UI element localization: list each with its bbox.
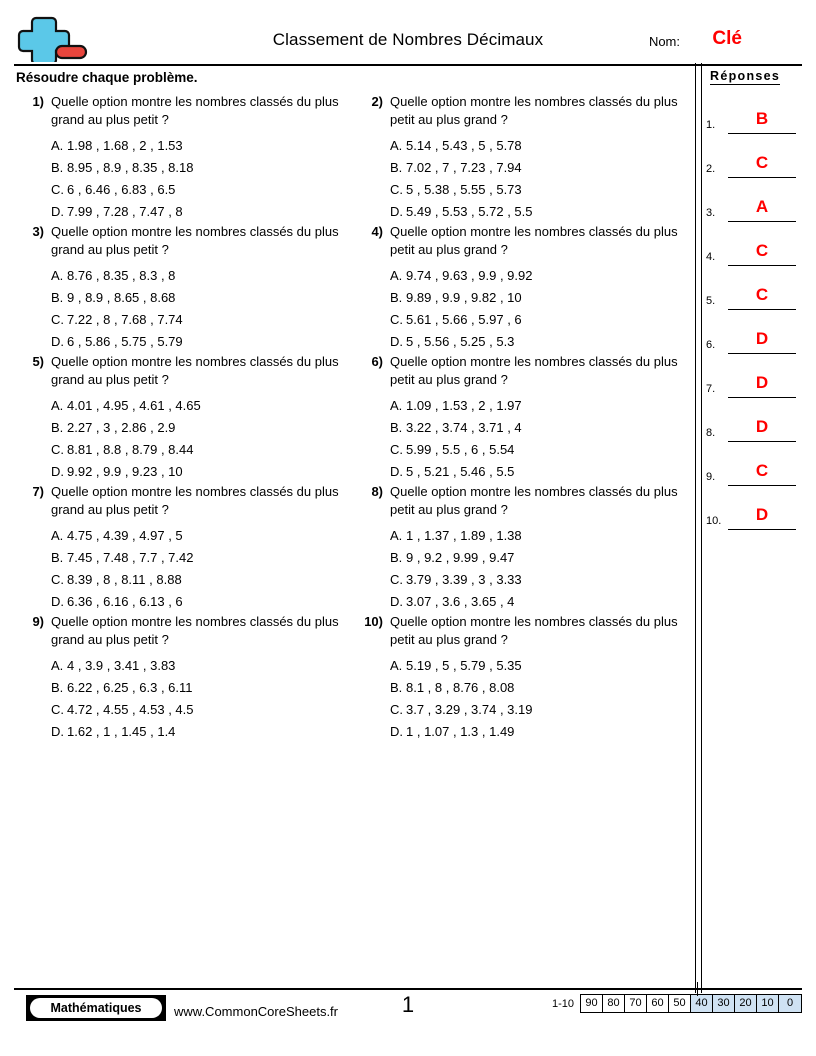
choice-letter: C. (390, 702, 403, 717)
problem-question-text: Quelle option montre les nombres classés du plus petit au plus grand ? (390, 354, 678, 387)
answer-row (706, 411, 806, 455)
name-value: Clé (712, 28, 742, 49)
problem-7 (14, 483, 353, 613)
answers-title: Réponses (710, 69, 781, 83)
problem-body (14, 353, 349, 483)
answer-value: D (755, 329, 769, 348)
choice-letter: D. (51, 204, 64, 219)
problem-question-text: Quelle option montre les nombres classés du plus grand au plus petit ? (51, 614, 339, 647)
choice-letter: B. (390, 680, 403, 695)
choice-letter: D. (51, 724, 64, 739)
problem-content (44, 483, 349, 613)
choice-letter: B. (51, 160, 64, 175)
choice-option[interactable] (51, 309, 349, 331)
choice-letter: A. (51, 528, 64, 543)
problem-number: 3) (32, 224, 44, 239)
choice-option[interactable] (390, 135, 688, 157)
choice-option[interactable] (51, 265, 349, 287)
choice-letter: B. (390, 420, 403, 435)
answer-value: D (755, 417, 769, 436)
choice-value: 1 , 1.07 , 1.3 , 1.49 (406, 724, 515, 739)
problem-body (14, 483, 349, 613)
choice-letter: A. (51, 138, 64, 153)
answer-index: 9. (706, 471, 716, 483)
problem-content (44, 613, 349, 743)
scale-cell: 0 (779, 995, 801, 1012)
answer-value: D (755, 373, 769, 392)
choice-option[interactable] (51, 547, 349, 569)
choice-value: 5 , 5.38 , 5.55 , 5.73 (406, 182, 522, 197)
scale-cell: 10 (757, 995, 779, 1012)
choice-option[interactable] (390, 677, 688, 699)
problem-content (44, 223, 349, 353)
answer-value: A (755, 197, 769, 216)
choice-option[interactable] (390, 525, 688, 547)
choice-value: 5.14 , 5.43 , 5 , 5.78 (406, 138, 522, 153)
choice-value: 3.79 , 3.39 , 3 , 3.33 (406, 572, 522, 587)
problem-question-text: Quelle option montre les nombres classés du plus petit au plus grand ? (390, 484, 678, 517)
page-number: 1 (401, 992, 415, 1017)
choice-option[interactable] (51, 677, 349, 699)
choice-value: 9.89 , 9.9 , 9.82 , 10 (406, 290, 522, 305)
choice-letter: B. (390, 550, 403, 565)
answers-list (706, 103, 806, 543)
choice-letter: C. (390, 442, 403, 457)
choice-option[interactable] (390, 395, 688, 417)
page-content (0, 67, 816, 980)
choice-option[interactable] (51, 395, 349, 417)
problem-body (353, 483, 688, 613)
problem-question-text: Quelle option montre les nombres classés du plus grand au plus petit ? (51, 224, 339, 257)
choice-value: 8.1 , 8 , 8.76 , 8.08 (406, 680, 515, 695)
choice-list (390, 655, 688, 743)
answer-row (706, 235, 806, 279)
choice-value: 4.75 , 4.39 , 4.97 , 5 (67, 528, 183, 543)
problem-question-text: Quelle option montre les nombres classés du plus grand au plus petit ? (51, 94, 339, 127)
choice-value: 3.22 , 3.74 , 3.71 , 4 (406, 420, 522, 435)
choice-option[interactable] (390, 699, 688, 721)
choice-option[interactable] (390, 721, 688, 743)
answer-row (706, 191, 806, 235)
choice-option[interactable] (51, 591, 349, 613)
problem-number: 10) (364, 614, 383, 629)
choice-list (51, 135, 349, 223)
scale-cell: 90 (581, 995, 603, 1012)
problem-1 (14, 93, 353, 223)
choice-letter: D. (51, 334, 64, 349)
answer-index: 10. (706, 515, 722, 527)
choice-letter: C. (51, 702, 64, 717)
answer-index: 1. (706, 119, 716, 131)
problem-content (383, 483, 688, 613)
problem-content (383, 93, 688, 223)
choice-value: 6.36 , 6.16 , 6.13 , 6 (67, 594, 183, 609)
choice-value: 9.74 , 9.63 , 9.9 , 9.92 (406, 268, 533, 283)
choice-letter: A. (51, 268, 64, 283)
answer-blank-line[interactable] (728, 133, 796, 134)
page-footer (0, 990, 816, 1052)
choice-letter: C. (51, 182, 64, 197)
choice-value: 5.19 , 5 , 5.79 , 5.35 (406, 658, 522, 673)
problem-body (14, 93, 349, 223)
answer-value: C (755, 461, 769, 480)
choice-letter: C. (390, 182, 403, 197)
choice-letter: D. (390, 724, 403, 739)
answer-blank-line[interactable] (728, 309, 796, 310)
problem-content (383, 353, 688, 483)
choice-list (390, 135, 688, 223)
answer-index: 2. (706, 163, 716, 175)
choice-value: 6.22 , 6.25 , 6.3 , 6.11 (67, 680, 193, 695)
choice-option[interactable] (51, 569, 349, 591)
choice-value: 5.99 , 5.5 , 6 , 5.54 (406, 442, 515, 457)
choice-option[interactable] (51, 461, 349, 483)
answer-value: C (755, 285, 769, 304)
choice-letter: A. (390, 138, 403, 153)
problem-10 (353, 613, 692, 743)
choice-option[interactable] (390, 201, 688, 223)
answer-row (706, 499, 806, 543)
choice-list (51, 655, 349, 743)
problem-question-text: Quelle option montre les nombres classés du plus petit au plus grand ? (390, 614, 678, 647)
choice-letter: D. (390, 204, 403, 219)
header-divider (14, 64, 802, 66)
choice-option[interactable] (390, 265, 688, 287)
answer-index: 4. (706, 251, 716, 263)
choice-letter: C. (51, 572, 64, 587)
choice-value: 5.61 , 5.66 , 5.97 , 6 (406, 312, 522, 327)
answer-index: 5. (706, 295, 716, 307)
problem-row (14, 483, 692, 613)
choice-letter: B. (51, 290, 64, 305)
choice-value: 1.62 , 1 , 1.45 , 1.4 (67, 724, 176, 739)
choice-value: 7.22 , 8 , 7.68 , 7.74 (67, 312, 183, 327)
answer-value: C (755, 153, 769, 172)
choice-value: 6 , 6.46 , 6.83 , 6.5 (67, 182, 176, 197)
choice-letter: B. (51, 680, 64, 695)
choice-option[interactable] (390, 157, 688, 179)
answer-row (706, 147, 806, 191)
choice-letter: A. (390, 528, 403, 543)
choice-option[interactable] (51, 417, 349, 439)
problem-2 (353, 93, 692, 223)
instruction-text: Résoudre chaque problème. (16, 70, 198, 85)
choice-value: 4.72 , 4.55 , 4.53 , 4.5 (67, 702, 194, 717)
choice-value: 9 , 9.2 , 9.99 , 9.47 (406, 550, 515, 565)
name-label: Nom: (648, 34, 680, 49)
problem-content (383, 223, 688, 353)
page-title: Classement de Nombres Décimaux (272, 30, 544, 49)
choice-letter: D. (390, 334, 403, 349)
choice-letter: C. (51, 312, 64, 327)
answer-blank-line[interactable] (728, 265, 796, 266)
problems-grid (14, 93, 692, 743)
choice-value: 5.49 , 5.53 , 5.72 , 5.5 (406, 204, 533, 219)
problem-content (44, 353, 349, 483)
choice-value: 6 , 5.86 , 5.75 , 5.79 (67, 334, 183, 349)
choice-list (51, 265, 349, 353)
answer-blank-line[interactable] (728, 177, 796, 178)
choice-option[interactable] (51, 201, 349, 223)
answer-blank-line[interactable] (728, 441, 796, 442)
problem-number: 9) (32, 614, 44, 629)
choice-option[interactable] (390, 591, 688, 613)
scale-cell: 80 (603, 995, 625, 1012)
page-header (0, 0, 816, 58)
choice-option[interactable] (51, 157, 349, 179)
choice-option[interactable] (390, 309, 688, 331)
choice-letter: A. (51, 398, 64, 413)
choice-option[interactable] (51, 439, 349, 461)
problem-8 (353, 483, 692, 613)
choice-letter: A. (390, 268, 403, 283)
choice-option[interactable] (51, 655, 349, 677)
choice-option[interactable] (51, 135, 349, 157)
answer-index: 3. (706, 207, 716, 219)
problem-number: 6) (371, 354, 383, 369)
choice-value: 8.39 , 8 , 8.11 , 8.88 (67, 572, 182, 587)
choice-value: 9.92 , 9.9 , 9.23 , 10 (67, 464, 183, 479)
choice-list (390, 265, 688, 353)
answer-value: D (755, 505, 769, 524)
problem-6 (353, 353, 692, 483)
problem-body (353, 93, 688, 223)
problem-number: 5) (32, 354, 44, 369)
problem-row (14, 613, 692, 743)
choice-value: 1.98 , 1.68 , 2 , 1.53 (67, 138, 183, 153)
answer-index: 6. (706, 339, 716, 351)
choice-value: 5 , 5.21 , 5.46 , 5.5 (406, 464, 515, 479)
choice-option[interactable] (51, 525, 349, 547)
choice-value: 7.99 , 7.28 , 7.47 , 8 (67, 204, 183, 219)
choice-option[interactable] (51, 331, 349, 353)
scale-cell: 50 (669, 995, 691, 1012)
problem-body (353, 353, 688, 483)
answer-row (706, 455, 806, 499)
answer-blank-line[interactable] (728, 221, 796, 222)
scale-cells (580, 994, 802, 1013)
choice-option[interactable] (51, 179, 349, 201)
choice-value: 7.45 , 7.48 , 7.7 , 7.42 (67, 550, 194, 565)
problems-column (14, 67, 692, 980)
choice-option[interactable] (390, 569, 688, 591)
problem-body (353, 223, 688, 353)
problem-4 (353, 223, 692, 353)
problem-question-text: Quelle option montre les nombres classés du plus grand au plus petit ? (51, 354, 339, 387)
problem-question-text: Quelle option montre les nombres classés du plus grand au plus petit ? (51, 484, 339, 517)
choice-letter: D. (390, 464, 403, 479)
choice-option[interactable] (390, 655, 688, 677)
scale-cell: 30 (713, 995, 735, 1012)
problem-body (14, 613, 349, 743)
scale-cell: 70 (625, 995, 647, 1012)
choice-letter: D. (51, 594, 64, 609)
problem-row (14, 93, 692, 223)
scale-cell: 40 (691, 995, 713, 1012)
problem-3 (14, 223, 353, 353)
problem-5 (14, 353, 353, 483)
answer-blank-line[interactable] (728, 529, 796, 530)
scale-tick-icon (697, 982, 698, 996)
problem-content (44, 93, 349, 223)
choice-option[interactable] (390, 179, 688, 201)
scale-cell: 60 (647, 995, 669, 1012)
problem-question-text: Quelle option montre les nombres classés du plus petit au plus grand ? (390, 94, 678, 127)
choice-option[interactable] (51, 699, 349, 721)
answer-value: C (755, 241, 769, 260)
choice-letter: B. (51, 550, 64, 565)
choice-letter: A. (51, 658, 64, 673)
answer-blank-line[interactable] (728, 353, 796, 354)
choice-option[interactable] (390, 331, 688, 353)
answer-row (706, 279, 806, 323)
choice-option[interactable] (390, 417, 688, 439)
answer-blank-line[interactable] (728, 397, 796, 398)
choice-value: 4.01 , 4.95 , 4.61 , 4.65 (67, 398, 201, 413)
choice-value: 3.07 , 3.6 , 3.65 , 4 (406, 594, 515, 609)
choice-value: 8.81 , 8.8 , 8.79 , 8.44 (67, 442, 194, 457)
answer-index: 7. (706, 383, 716, 395)
answer-blank-line[interactable] (728, 485, 796, 486)
problem-number: 2) (371, 94, 383, 109)
choice-option[interactable] (390, 439, 688, 461)
choice-option[interactable] (390, 287, 688, 309)
problem-content (383, 613, 688, 743)
problem-9 (14, 613, 353, 743)
choice-letter: A. (390, 658, 403, 673)
choice-letter: C. (51, 442, 64, 457)
answer-row (706, 103, 806, 147)
choice-option[interactable] (51, 287, 349, 309)
answer-value: B (755, 109, 769, 128)
choice-list (51, 525, 349, 613)
choice-letter: B. (390, 160, 403, 175)
problem-number: 1) (32, 94, 44, 109)
answers-panel (706, 67, 806, 543)
choice-letter: A. (390, 398, 403, 413)
choice-value: 8.95 , 8.9 , 8.35 , 8.18 (67, 160, 194, 175)
choice-value: 1 , 1.37 , 1.89 , 1.38 (406, 528, 522, 543)
problem-body (14, 223, 349, 353)
choice-letter: B. (390, 290, 403, 305)
choice-value: 8.76 , 8.35 , 8.3 , 8 (67, 268, 176, 283)
problem-number: 7) (32, 484, 44, 499)
choice-letter: C. (390, 572, 403, 587)
choice-option[interactable] (390, 547, 688, 569)
choice-value: 7.02 , 7 , 7.23 , 7.94 (406, 160, 522, 175)
problem-body (353, 613, 688, 743)
problem-row (14, 223, 692, 353)
website-url: www.CommonCoreSheets.fr (174, 1004, 338, 1019)
choice-value: 5 , 5.56 , 5.25 , 5.3 (406, 334, 515, 349)
choice-letter: D. (51, 464, 64, 479)
choice-value: 3.7 , 3.29 , 3.74 , 3.19 (406, 702, 533, 717)
choice-value: 9 , 8.9 , 8.65 , 8.68 (67, 290, 176, 305)
scale-range-label: 1-10 (551, 997, 574, 1010)
choice-value: 4 , 3.9 , 3.41 , 3.83 (67, 658, 176, 673)
choice-list (51, 395, 349, 483)
choice-list (390, 395, 688, 483)
problem-question-text: Quelle option montre les nombres classés du plus petit au plus grand ? (390, 224, 678, 257)
scale-cell: 20 (735, 995, 757, 1012)
choice-list (390, 525, 688, 613)
choice-letter: B. (51, 420, 64, 435)
answer-row (706, 367, 806, 411)
brand-label: Mathématiques (30, 998, 162, 1018)
choice-letter: D. (390, 594, 403, 609)
answer-row (706, 323, 806, 367)
choice-letter: C. (390, 312, 403, 327)
problem-number: 4) (371, 224, 383, 239)
answer-index: 8. (706, 427, 716, 439)
problem-number: 8) (371, 484, 383, 499)
choice-option[interactable] (51, 721, 349, 743)
problem-row (14, 353, 692, 483)
score-scale (552, 994, 802, 1013)
choice-value: 2.27 , 3 , 2.86 , 2.9 (67, 420, 176, 435)
choice-option[interactable] (390, 461, 688, 483)
column-divider (695, 63, 702, 993)
choice-value: 1.09 , 1.53 , 2 , 1.97 (406, 398, 522, 413)
